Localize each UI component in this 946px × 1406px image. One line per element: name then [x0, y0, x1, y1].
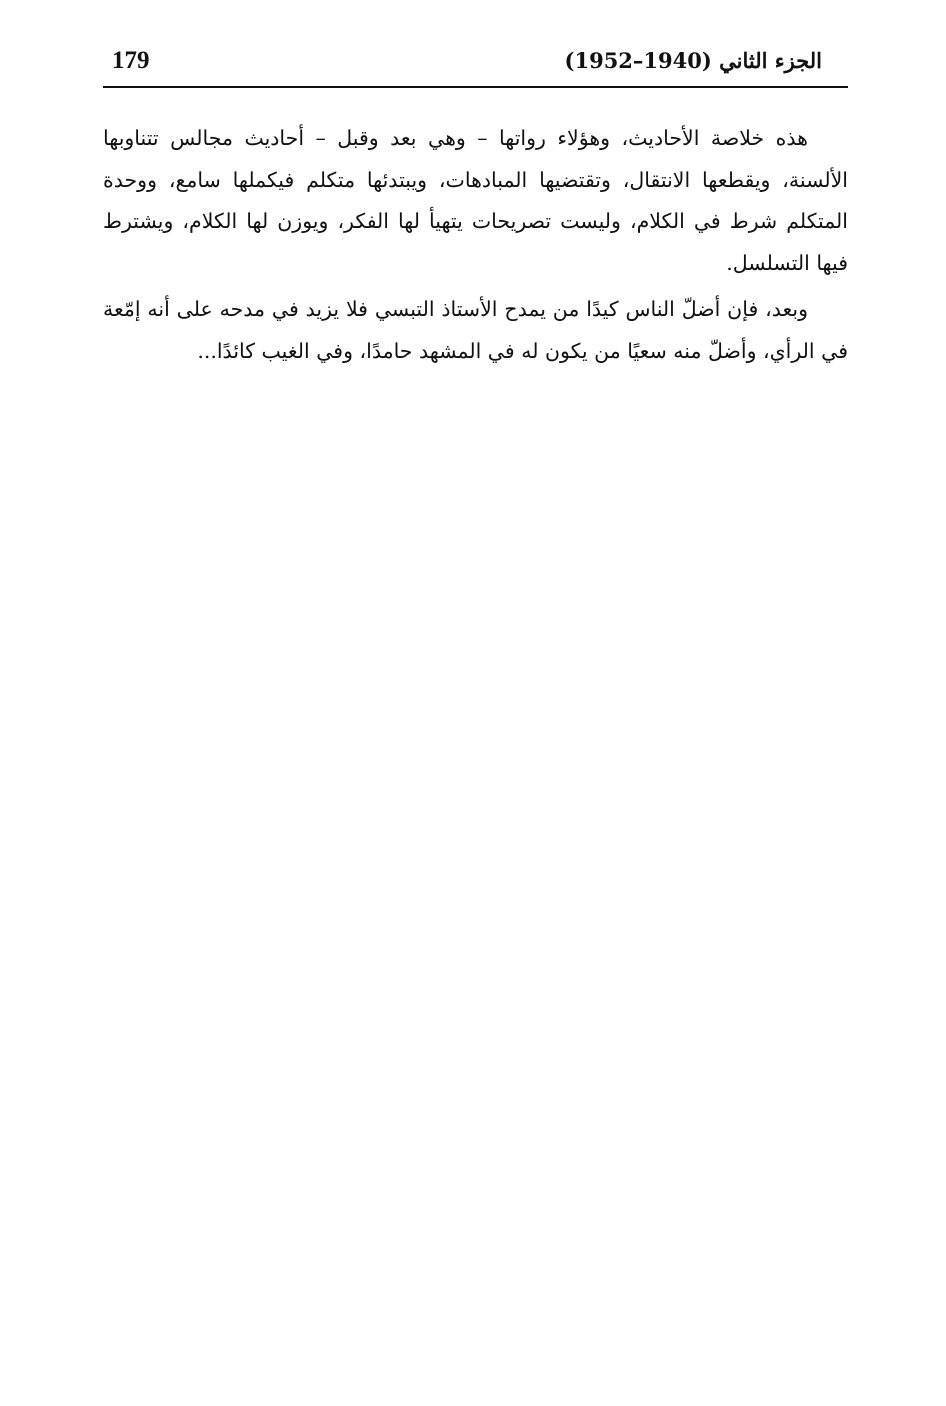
paragraph-2: وبعد، فإن أضلّ الناس كيدًا من يمدح الأستاذ التبسي فلا يزيد في مدحه على أنه إمّعة في الرأي، وأضلّ منه سعيًا من يكون له في المشهد حامدًا، وفي الغيب كائدًا...: [103, 297, 848, 363]
page-number: 179: [112, 47, 150, 74]
running-header: [103, 40, 848, 82]
running-title: الجزء الثاني (1940–1952): [564, 48, 822, 73]
body-text: [103, 118, 848, 372]
paragraph-1: هذه خلاصة الأحاديث، وهؤلاء رواتها – وهي بعد وقبل – أحاديث مجالس تتناوبها الألسنة، ويقطعها الانتقال، وتقتضيها المبادهات، ويبتدئها متكلم فيكملها سامع، ووحدة المتكلم شرط في الكلام، وليست تصريحات يتهيأ لها الفكر، ويوزن لها الكلام، ويشترط فيها التسلسل.: [103, 126, 848, 275]
header-rule: [103, 86, 848, 88]
